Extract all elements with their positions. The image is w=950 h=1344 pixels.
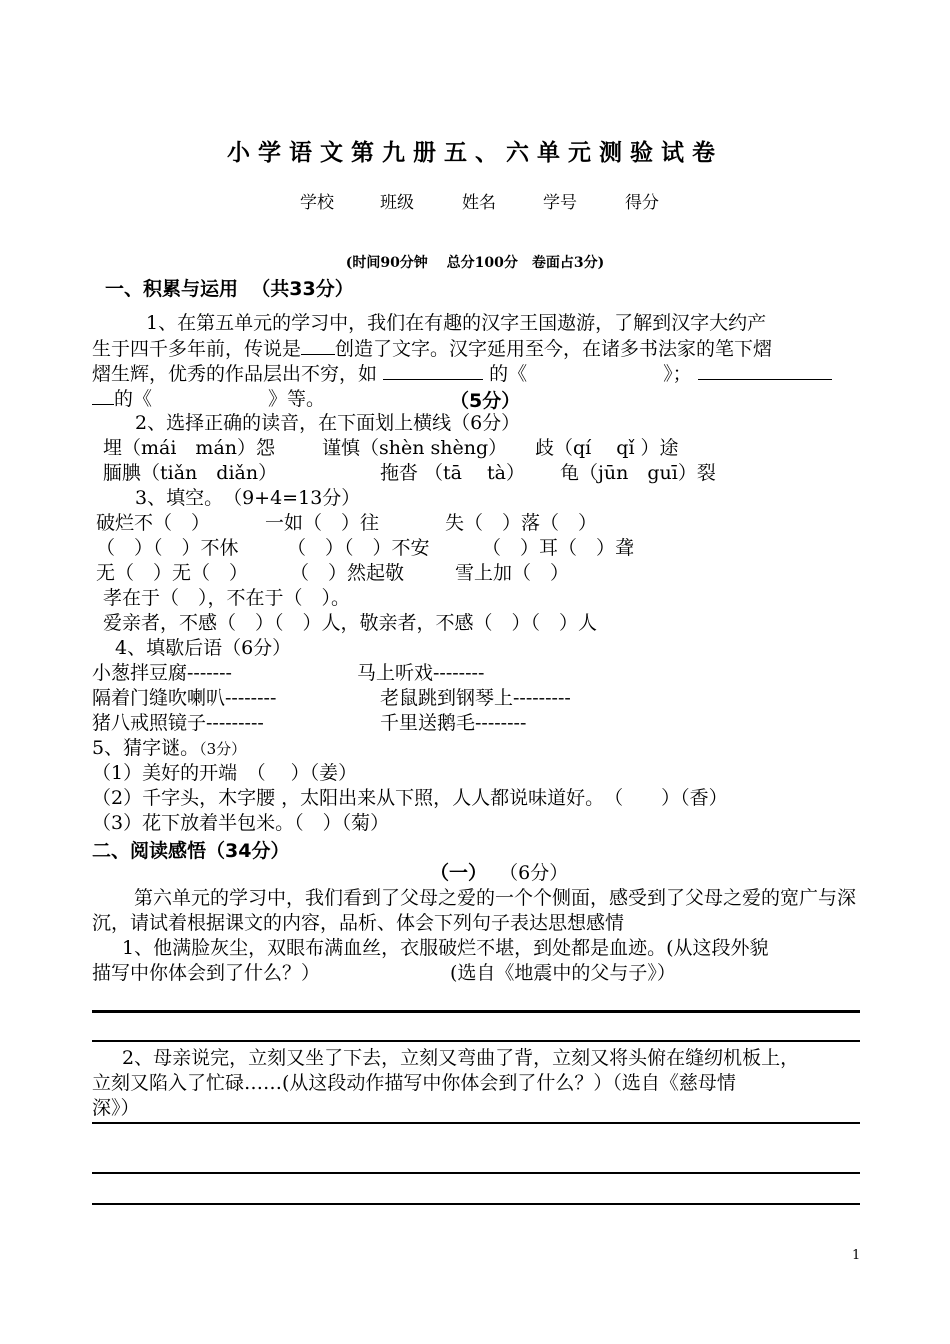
name-label: 姓名 bbox=[462, 193, 496, 213]
q2-item: 拖沓 （tā tà） bbox=[380, 462, 526, 484]
q3-item: （ ）（ ）不休 bbox=[96, 537, 239, 559]
q5-item: （1）美好的开端 （ ）（姜） bbox=[92, 762, 358, 784]
q4-item: 小葱拌豆腐------- bbox=[92, 662, 232, 684]
q3-item: 一如（ ）往 bbox=[265, 512, 380, 534]
answer-line[interactable] bbox=[92, 1203, 860, 1205]
q4-item: 老鼠跳到钢琴上--------- bbox=[380, 687, 571, 709]
answer-blank[interactable] bbox=[301, 336, 335, 355]
q5-item: （2）千字头，木字腰 ，太阳出来从下照，人人都说味道好。 （ ）（香） bbox=[92, 787, 728, 809]
student-id-label: 学号 bbox=[543, 193, 577, 213]
q2-item: 谨慎（shèn shèng） bbox=[322, 437, 508, 459]
class-label: 班级 bbox=[380, 193, 414, 213]
exam-subtitle: (时间90分钟 总分100分 卷面占3分) bbox=[345, 255, 605, 271]
q3-item: 破烂不（ ） bbox=[96, 512, 211, 534]
answer-line[interactable] bbox=[92, 1122, 860, 1124]
reading-q2-line2: 立刻又陷入了忙碌……(从这段动作描写中你体会到了什么？）（选自《慈母情 bbox=[92, 1072, 736, 1094]
answer-blank[interactable] bbox=[698, 361, 832, 380]
q1-line2: 生于四千多年前，传说是 创造了文字。汉字延用至今，在诸多书法家的笔下熠 bbox=[92, 338, 773, 360]
q1-line3: 熠生辉，优秀的作品层出不穷，如 的《 》； bbox=[92, 361, 832, 387]
answer-line[interactable] bbox=[92, 1010, 860, 1013]
q5-prompt: 5、猜字谜。（3分） bbox=[92, 737, 247, 759]
answer-blank[interactable] bbox=[383, 361, 483, 380]
reading-q1-source: (选自《地震中的父与子》） bbox=[450, 962, 676, 984]
q4-item: 猪八戒照镜子--------- bbox=[92, 712, 264, 734]
q3-prompt: 3、填空。 （9+4=13分） bbox=[135, 487, 361, 509]
q2-item: 腼腆（tiǎn diǎn） bbox=[103, 462, 278, 484]
answer-line[interactable] bbox=[92, 1040, 860, 1042]
q3-item: 雪上加（ ） bbox=[455, 562, 570, 584]
q3-item: 无（ ）无（ ） bbox=[96, 562, 249, 584]
answer-blank[interactable] bbox=[92, 386, 114, 405]
reading-q1-line1: 1、他满脸灰尘，双眼布满血丝，衣服破烂不堪，到处都是血迹。(从这段外貌 bbox=[122, 937, 769, 959]
q4-item: 隔着门缝吹喇叭-------- bbox=[92, 687, 277, 709]
part-1-heading: （一） （6分） bbox=[430, 862, 569, 884]
q3-item: （ ）（ ）不安 bbox=[287, 537, 430, 559]
q3-item: 爱亲者，不感（ ）（ ）人，敬亲者，不感（ ）（ ）人 bbox=[103, 612, 598, 634]
q4-item: 千里送鹅毛-------- bbox=[380, 712, 527, 734]
q1-line4: 的《 》等。 bbox=[92, 386, 325, 412]
q3-item: （ ）然起敬 bbox=[290, 562, 405, 584]
q5-item: （3）花下放着半包米。（ ）（菊） bbox=[92, 812, 390, 834]
q2-item: 埋（mái mán）怨 bbox=[103, 437, 276, 459]
q3-item: 孝在于（ ），不在于（ ）。 bbox=[103, 587, 351, 609]
page-number: 1 bbox=[852, 1248, 861, 1263]
q3-item: （ ）耳（ ）聋 bbox=[482, 537, 635, 559]
q1-score: （5分） bbox=[450, 390, 521, 412]
q3-item: 失（ ）落（ ） bbox=[445, 512, 598, 534]
answer-line[interactable] bbox=[92, 1172, 860, 1174]
q4-item: 马上听戏-------- bbox=[357, 662, 485, 684]
school-label: 学校 bbox=[300, 193, 334, 213]
section-2-heading: 二、阅读感悟（34分） bbox=[92, 840, 290, 862]
score-label: 得分 bbox=[625, 193, 659, 213]
reading-intro: 第六单元的学习中，我们看到了父母之爱的一个个侧面，感受到了父母之爱的宽广与深沉，请试着根据课文的内容，品析、体会下列句子表达思想感情 bbox=[92, 887, 857, 934]
page-title: 小学语文第九册五、六单元测验试卷 bbox=[227, 140, 723, 166]
q1-line1: 1、在第五单元的学习中，我们在有趣的汉字王国遨游，了解到汉字大约产 bbox=[146, 312, 767, 334]
section-1-heading: 一、积累与运用 （共33分） bbox=[105, 278, 354, 300]
q4-prompt: 4、填歇后语（6分） bbox=[115, 637, 292, 659]
q2-item: 歧（qí qǐ ）途 bbox=[535, 437, 679, 459]
reading-q2-line1: 2、母亲说完，立刻又坐了下去，立刻又弯曲了背，立刻又将头俯在缝纫机板上， bbox=[122, 1047, 800, 1069]
reading-q1-line2: 描写中你体会到了什么？） bbox=[92, 962, 321, 984]
reading-q2-line3: 深》） bbox=[92, 1097, 140, 1119]
q2-item: 龟（jūn guī）裂 bbox=[560, 462, 716, 484]
q2-prompt: 2、选择正确的读音，在下面划上横线（6分） bbox=[135, 412, 521, 434]
